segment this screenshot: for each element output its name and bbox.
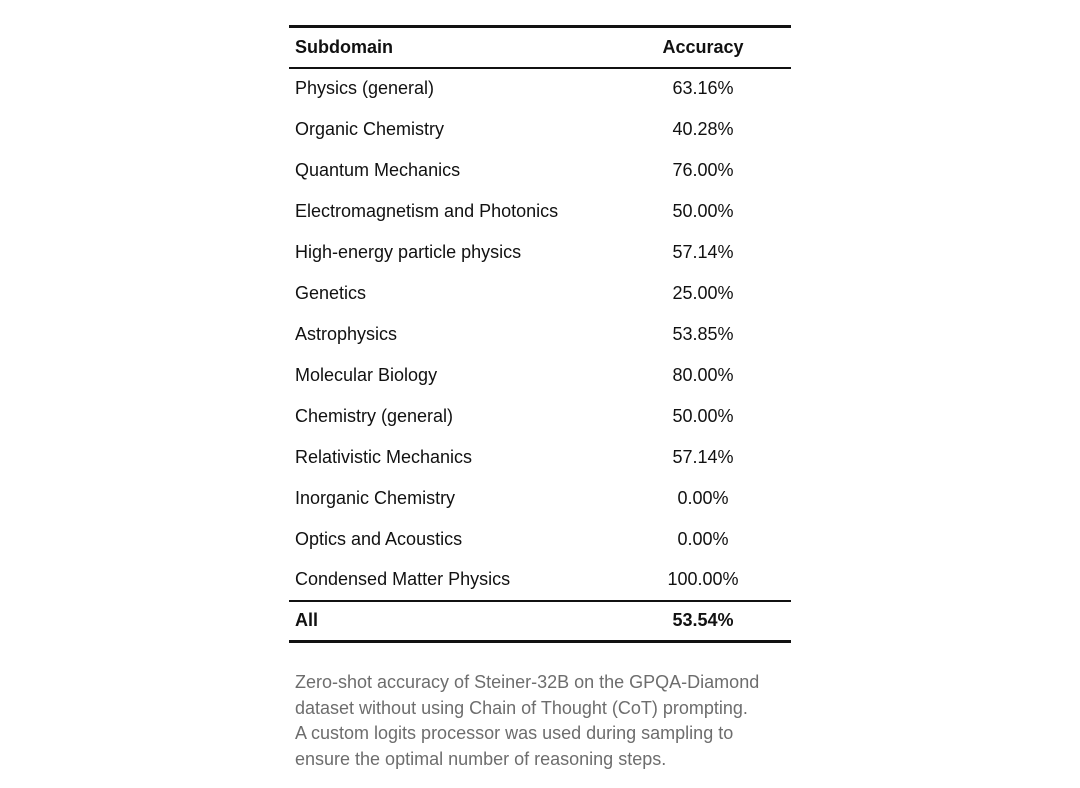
table-block <box>289 0 791 772</box>
accuracy-cell: 57.14% <box>672 241 734 262</box>
caption-line: dataset without using Chain of Thought (CoT) prompting. <box>295 697 748 718</box>
accuracy-cell: 57.14% <box>672 446 734 467</box>
table-row <box>289 478 791 519</box>
accuracy-cell: 50.00% <box>672 200 734 221</box>
subdomain-cell: Organic Chemistry <box>295 118 445 139</box>
table-row <box>289 150 791 191</box>
accuracy-cell: 80.00% <box>672 364 734 385</box>
table-row <box>289 109 791 150</box>
subdomain-cell: Electromagnetism and Photonics <box>295 200 559 221</box>
accuracy-cell: 100.00% <box>667 569 739 589</box>
accuracy-cell: 0.00% <box>677 487 729 508</box>
subdomain-cell: Physics (general) <box>295 78 435 98</box>
accuracy-cell: 76.00% <box>672 159 734 180</box>
header-accuracy: Accuracy <box>662 36 744 57</box>
table-row <box>289 519 791 560</box>
accuracy-cell: 25.00% <box>672 282 734 303</box>
table-header <box>289 27 791 68</box>
subdomain-cell: Condensed Matter Physics <box>295 569 511 589</box>
accuracy-table <box>289 25 791 643</box>
subdomain-cell: High-energy particle physics <box>295 241 522 262</box>
subdomain-cell: Astrophysics <box>295 323 398 344</box>
table-row <box>289 355 791 396</box>
accuracy-cell: 40.28% <box>672 118 734 139</box>
table-caption <box>289 670 791 772</box>
total-row <box>289 601 791 642</box>
table-row <box>289 396 791 437</box>
header-subdomain: Subdomain <box>295 36 393 57</box>
total-accuracy: 53.54% <box>672 610 734 631</box>
table-row <box>289 560 791 601</box>
table-footer <box>289 601 791 642</box>
header-row <box>289 27 791 68</box>
subdomain-cell: Quantum Mechanics <box>295 159 461 180</box>
subdomain-cell: Genetics <box>295 282 367 303</box>
table-row <box>289 273 791 314</box>
table-row <box>289 232 791 273</box>
subdomain-cell: Chemistry (general) <box>295 405 454 426</box>
subdomain-cell: Molecular Biology <box>295 364 438 385</box>
subdomain-cell: Optics and Acoustics <box>295 528 463 549</box>
table-row <box>289 191 791 232</box>
subdomain-cell: Relativistic Mechanics <box>295 446 473 467</box>
accuracy-cell: 53.85% <box>672 323 734 344</box>
accuracy-cell: 63.16% <box>672 78 734 98</box>
caption-line: Zero-shot accuracy of Steiner-32B on the GPQA-Diamond <box>295 672 760 692</box>
table-row <box>289 68 791 109</box>
table-row <box>289 314 791 355</box>
caption-line: ensure the optimal number of reasoning steps. <box>295 748 667 769</box>
accuracy-cell: 0.00% <box>677 528 729 549</box>
subdomain-cell: Inorganic Chemistry <box>295 487 456 508</box>
accuracy-cell: 50.00% <box>672 405 734 426</box>
total-label: All <box>295 610 319 631</box>
caption-line: A custom logits processor was used during sampling to <box>295 723 734 743</box>
table-body <box>289 68 791 601</box>
table-row <box>289 437 791 478</box>
